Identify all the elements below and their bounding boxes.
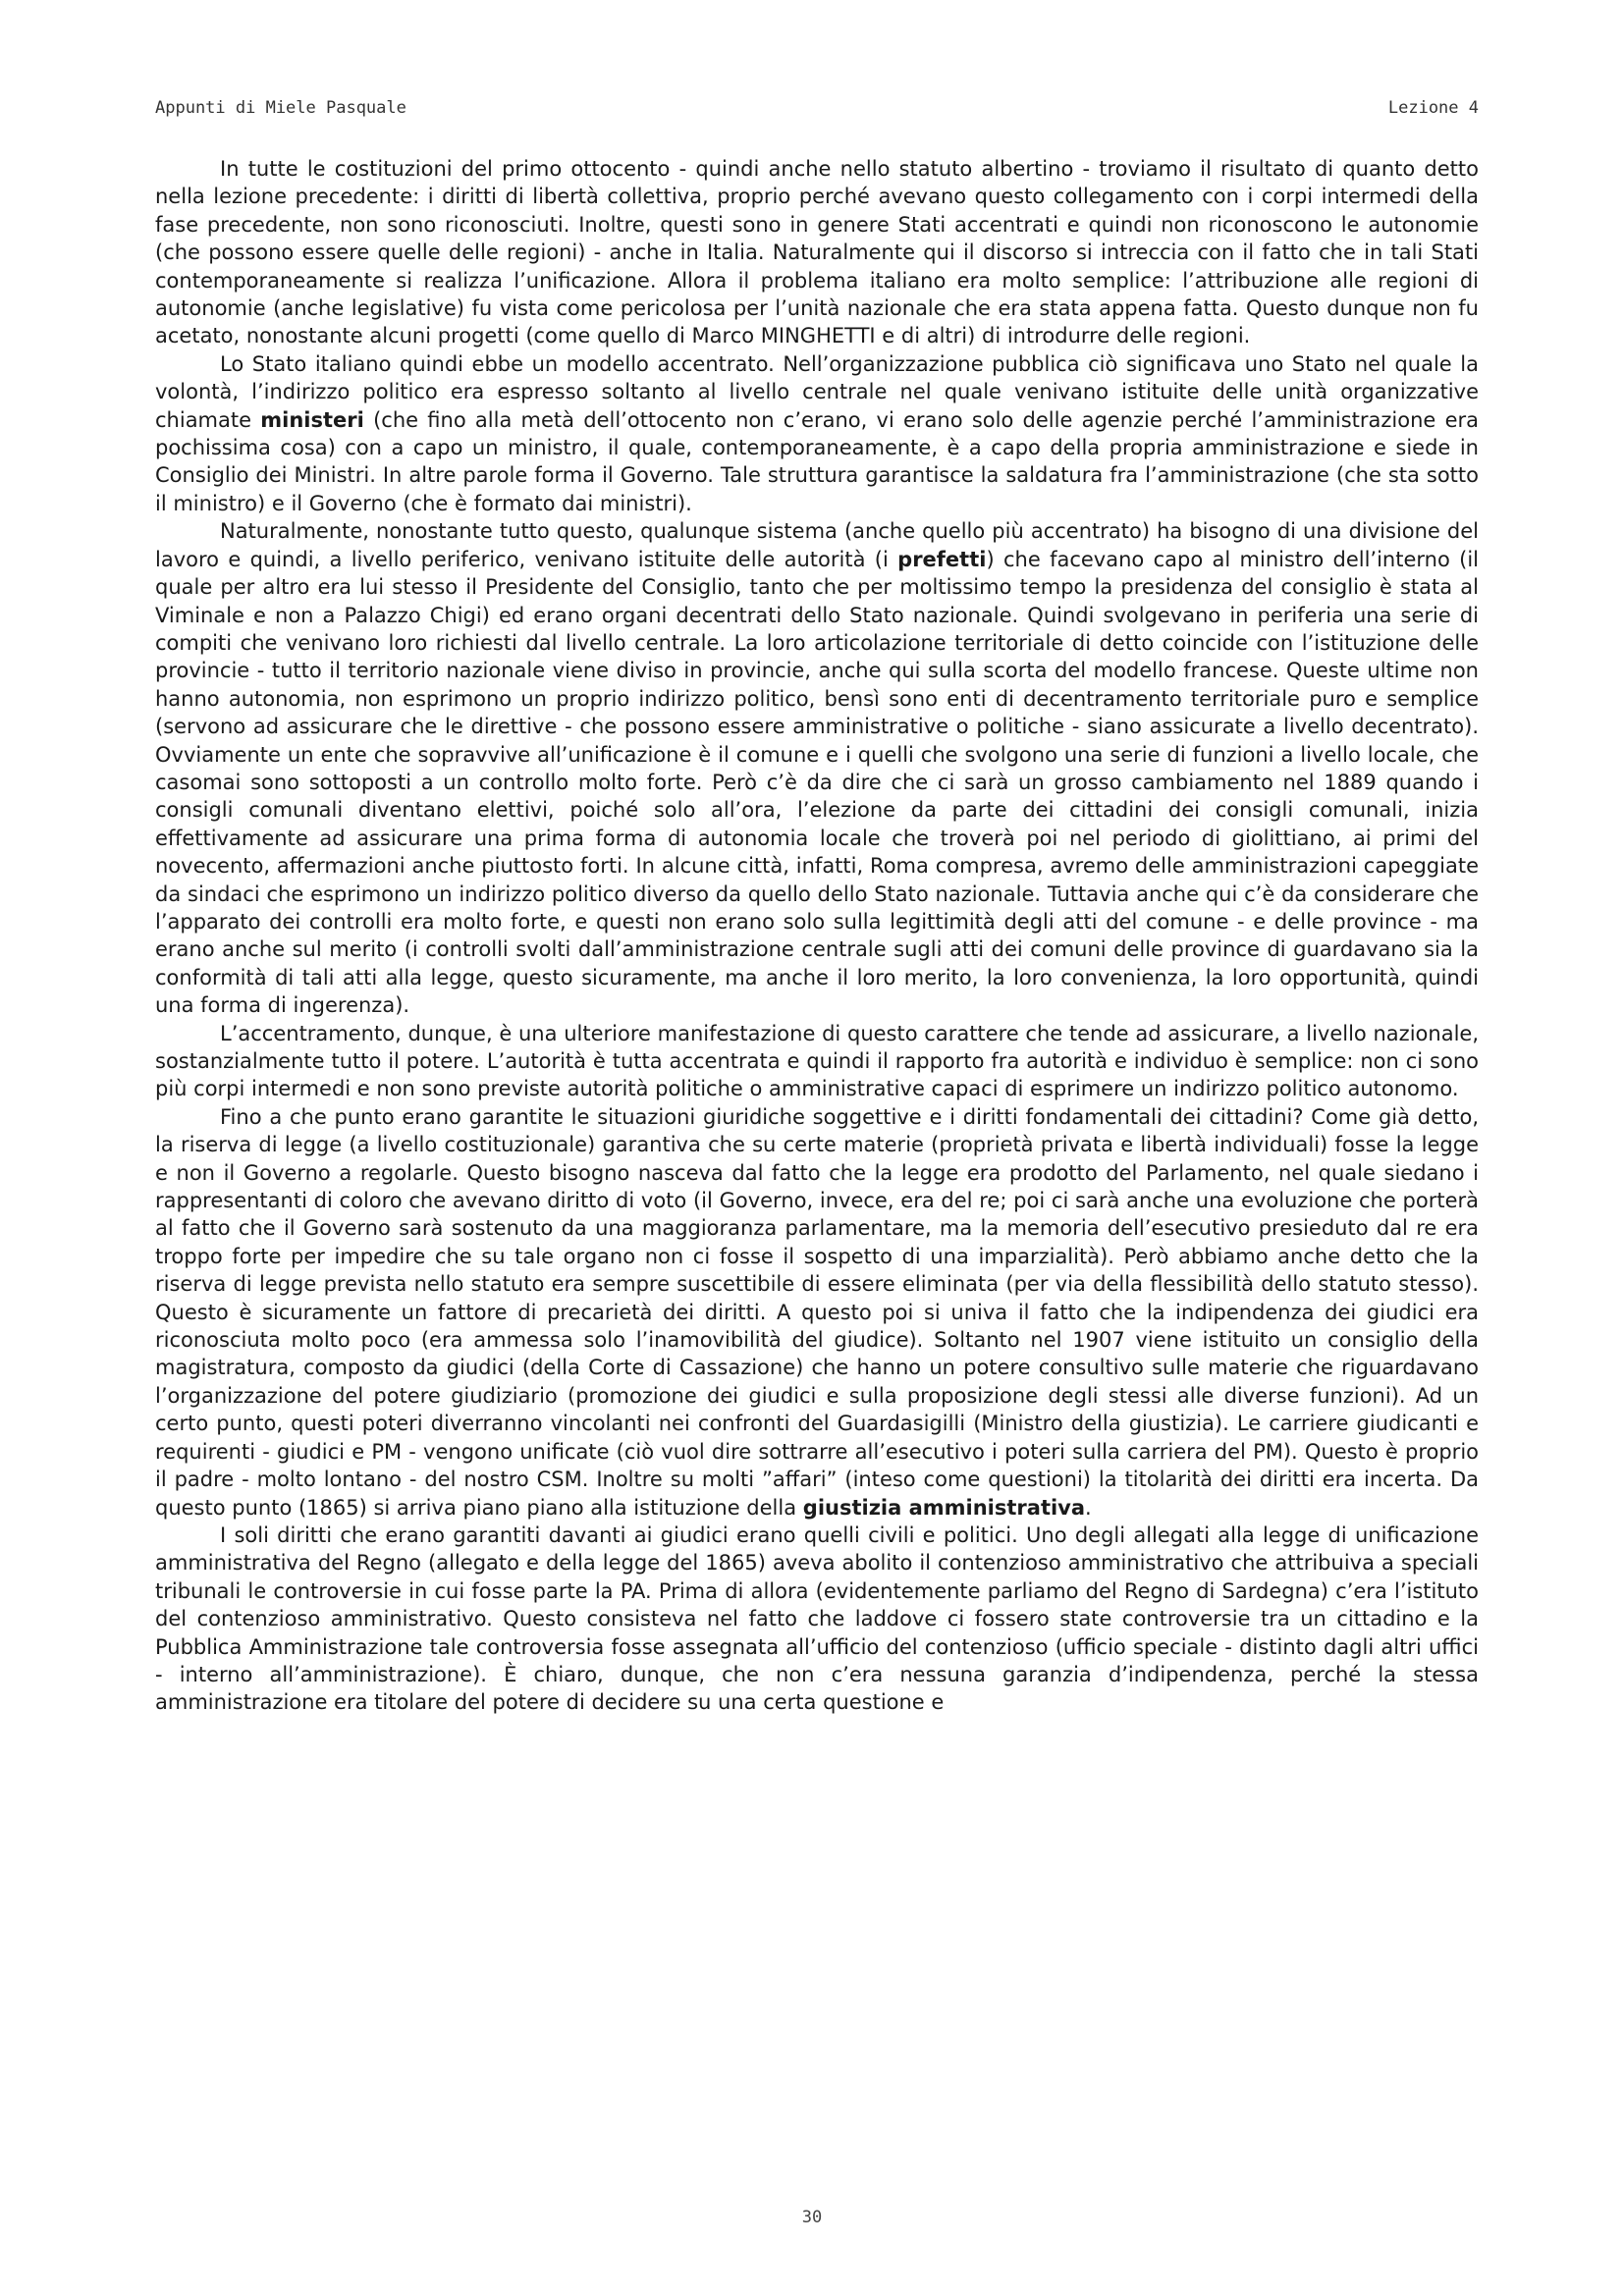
paragraph: [155, 1020, 1479, 1103]
paragraph-text: Fino a che punto erano garantite le situazioni giuridiche soggettive e i diritti fondamentali dei cittadini? Come già detto, la riserva di legge (a livello costituzionale) garantiva che su certe materie (proprietà privata e libertà individuali) fosse la legge e non il Governo a regolarle. Questo bisogno nasceva dal fatto che la legge era prodotto del Parlamento, nel quale siedano i rappresentanti di coloro che avevano diritto di voto (il Governo, invece, era del re; poi ci sarà anche una evoluzione che porterà al fatto che il Governo sarà sostenuto da una maggioranza parlamentare, ma la memoria dell’esecutivo presieduto dal re era troppo forte per impedire che su tale organo non ci fosse il sospetto di una imparzialità). Però abbiamo anche detto che la riserva di legge prevista nello statuto era sempre suscettibile di essere eliminata (per via della flessibilità dello statuto stesso). Questo è sicuramente un fattore di precarietà dei diritti. A questo poi si univa il fatto che la indipendenza dei giudici era riconosciuta molto poco (era ammessa solo l’inamovibilità del giudice). Soltanto nel 1907 viene istituito un consiglio della magistratura, composto da giudici (della Corte di Cassazione) che hanno un potere consultivo sulle materie che riguardavano l’organizzazione del potere giudiziario (promozione dei giudici e sulla proposizione degli stessi alle diverse funzioni). Ad un certo punto, questi poteri diverranno vincolanti nei confronti del Guardasigilli (Ministro della giustizia). Le carriere giudicanti e requirenti - giudici e PM - vengono unificate (ciò vuol dire sottrarre all’esecutivo i poteri sulla carriera del PM). Questo è proprio il padre - molto lontano - del nostro CSM. Inoltre su molti ”affari” (inteso come questioni) la titolarità dei diritti era incerta. Da questo punto (1865) si arriva piano piano alla istituzione della: [155, 1104, 1479, 1520]
paragraph-text: I soli diritti che erano garantiti davanti ai giudici erano quelli civili e politici. Uno degli allegati alla legge di unificazione amministrativa del Regno (allegato e della legge del 1865) aveva abolito il contenzioso amministrativo che attribuiva a speciali tribunali le controversie in cui fosse parte la PA. Prima di allora (evidentemente parliamo del Regno di Sardegna) c’era l’istituto del contenzioso amministrativo. Questo consisteva nel fatto che laddove ci fossero state controversie tra un cittadino e la Pubblica Amministrazione tale controversia fosse assegnata all’ufficio del contenzioso (ufficio speciale - distinto dagli altri uffici - interno all’amministrazione). È chiaro, dunque, che non c’era nessuna garanzia d’indipendenza, perché la stessa amministrazione era titolare del potere di decidere su una certa questione e: [155, 1522, 1479, 1715]
paragraph: [155, 1522, 1479, 1717]
paragraph: [155, 155, 1479, 350]
paragraph-text: (che fino alla metà dell’ottocento non c’erano, vi erano solo delle agenzie perché l’amministrazione era pochissima cosa) con a capo un ministro, il quale, contemporaneamente, è a capo della propria amministrazione e siede in Consiglio dei Ministri. In altre parole forma il Governo. Tale struttura garantisce la saldatura fra l’amministrazione (che sta sotto il ministro) e il Governo (che è formato dai ministri).: [155, 407, 1479, 515]
paragraph-text: .: [1085, 1495, 1092, 1520]
paragraph-text: Lo Stato italiano quindi ebbe un modello accentrato. Nell’organizzazione pubblica ciò significava uno Stato nel quale la volontà, l’indirizzo politico era espresso soltanto al livello centrale nel quale venivano istituite delle unità organizzative chiamate: [155, 351, 1479, 432]
bold-term-prefetti: prefetti: [897, 547, 987, 571]
paragraph-text: In tutte le costituzioni del primo ottocento - quindi anche nello statuto albertino - troviamo il risultato di quanto detto nella lezione precedente: i diritti di libertà collettiva, proprio perché avevano questo collegamento con i corpi intermedi della fase precedente, non sono riconosciuti. Inoltre, questi sono in genere Stati accentrati e quindi non riconoscono le autonomie (che possono essere quelle delle regioni) - anche in Italia. Naturalmente qui il discorso si intreccia con il fatto che in tali Stati contemporaneamente si realizza l’unificazione. Allora il problema italiano era molto semplice: l’attribuzione alle regioni di autonomie (anche legislative) fu vista come pericolosa per l’unità nazionale che era stata appena fatta. Questo dunque non fu acetato, nonostante alcuni progetti (come quello di Marco MINGHETTI e di altri) di introdurre delle regioni.: [155, 157, 1479, 348]
page-footer: [0, 2208, 1624, 2227]
paragraph-text: L’accentramento, dunque, è una ulteriore manifestazione di questo carattere che tende ad assicurare, a livello nazionale, sostanzialmente tutto il potere. L’autorità è tutta accentrata e quindi il rapporto fra autorità e individuo è semplice: non ci sono più corpi intermedi e non sono previste autorità politiche o amministrative capaci di esprimere un indirizzo politico autonomo.: [155, 1021, 1479, 1101]
page-number: 30: [801, 2208, 823, 2227]
paragraph-text: Naturalmente, nonostante tutto questo, qualunque sistema (anche quello più accentrato) ha bisogno di una divisione del lavoro e quindi, a livello periferico, venivano istituite delle autorità (i: [155, 519, 1479, 571]
header-author: Appunti di Miele Pasquale: [155, 98, 406, 118]
bold-term-giustizia-amministrativa: giustizia amministrativa: [802, 1495, 1086, 1520]
bold-term-ministeri: ministeri: [260, 407, 364, 432]
paragraph: [155, 1103, 1479, 1522]
page-header: [155, 98, 1479, 118]
paragraph: [155, 350, 1479, 517]
paragraph: [155, 517, 1479, 1019]
paragraph-text: ) che facevano capo al ministro dell’interno (il quale per altro era lui stesso il Presidente del Consiglio, tanto che per moltissimo tempo la presidenza del consiglio è stata al Viminale e non a Palazzo Chigi) ed erano organi decentrati dello Stato nazionale. Quindi svolgevano in periferia una serie di compiti che venivano loro richiesti dal livello centrale. La loro articolazione territoriale di detto coincide con l’istituzione delle provincie - tutto il territorio nazionale viene diviso in provincie, anche qui sulla scorta del modello francese. Queste ultime non hanno autonomia, non esprimono un proprio indirizzo politico, bensì sono enti di decentramento territoriale puro e semplice (servono ad assicurare che le direttive - che possono essere amministrative o politiche - siano assicurate a livello decentrato). Ovviamente un ente che sopravvive all’unificazione è il comune e i quelli che svolgono una serie di funzioni a livello locale, che casomai sono sottoposti a un controllo molto forte. Però c’è da dire che ci sarà un grosso cambiamento nel 1889 quando i consigli comunali diventano elettivi, poiché solo all’ora, l’elezione da parte dei cittadini dei consigli comunali, inizia effettivamente ad assicurare una prima forma di autonomia locale che troverà poi nel periodo di giolittiano, ai primi del novecento, affermazioni anche piuttosto forti. In alcune città, infatti, Roma compresa, avremo delle amministrazioni capeggiate da sindaci che esprimono un indirizzo politico diverso da quello dello Stato nazionale. Tuttavia anche qui c’è da considerare che l’apparato dei controlli era molto forte, e questi non erano solo sulla legittimità degli atti del comune - e delle province - ma erano anche sul merito (i controlli svolti dall’amministrazione centrale sugli atti dei comuni delle province di guardavano sia la conformità di tali atti alla legge, questo sicuramente, ma anche il loro merito, la loro convenienza, la loro opportunità, quindi una forma di ingerenza).: [155, 547, 1480, 1018]
document-body: [155, 155, 1479, 1717]
header-lesson: Lezione 4: [1387, 98, 1479, 118]
